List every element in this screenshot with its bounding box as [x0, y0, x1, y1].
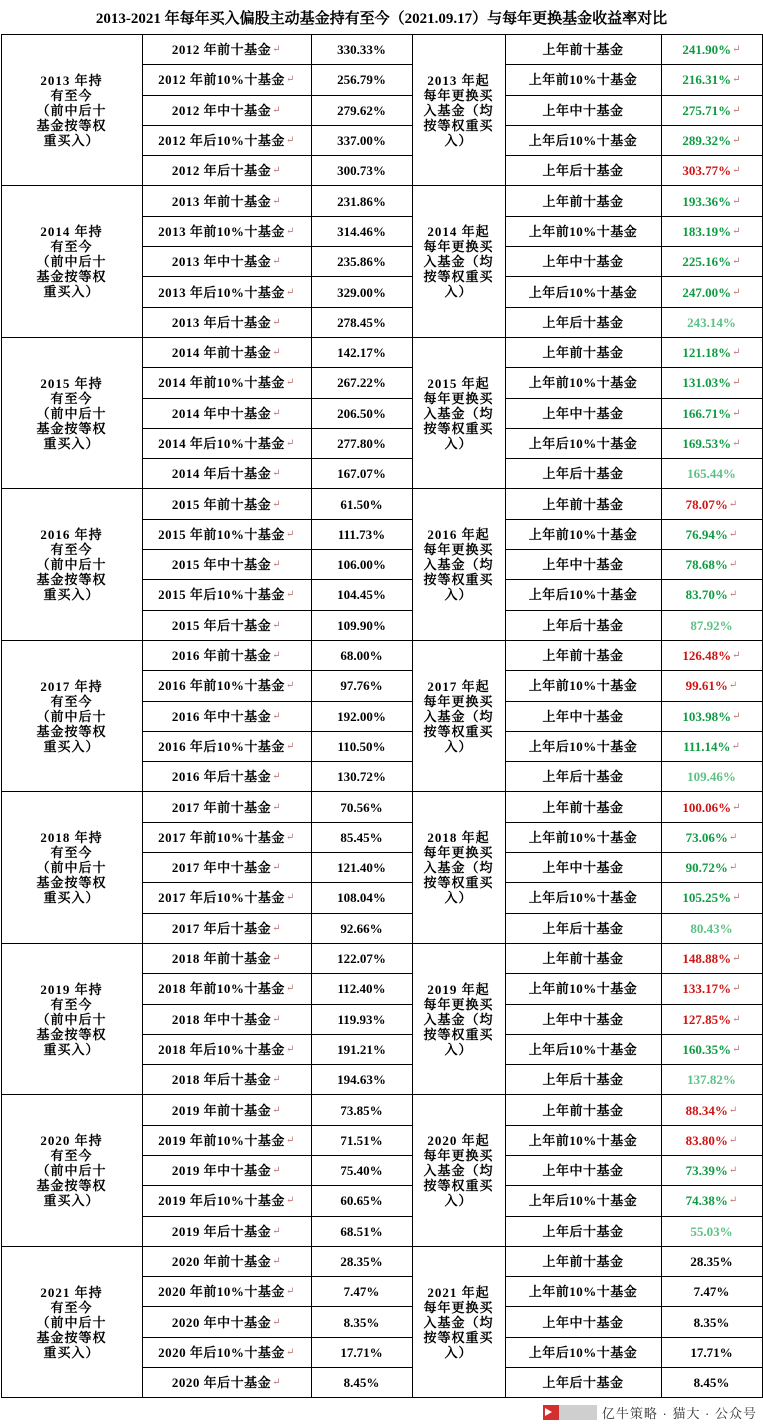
hold-return-cell: 256.79%	[311, 65, 412, 95]
hold-group-cell: 2017 年持 有至今 （前中后十 基金按等权 重买入）	[1, 640, 142, 791]
switch-return-cell: 74.38%↵	[661, 1186, 762, 1216]
hold-return-cell: 104.45%	[311, 580, 412, 610]
switch-return-cell: 78.68%↵	[661, 550, 762, 580]
hold-return-cell: 97.76%	[311, 671, 412, 701]
hold-return-cell: 106.00%	[311, 550, 412, 580]
hold-group-cell: 2019 年持 有至今 （前中后十 基金按等权 重买入）	[1, 943, 142, 1094]
switch-group-cell: 2016 年起 每年更换买 入基金（均 按等权重买 入）	[412, 489, 505, 640]
hold-fund-cell: 2012 年后十基金↵	[142, 156, 311, 186]
switch-return-cell: 87.92%	[661, 610, 762, 640]
switch-return-cell: 166.71%↵	[661, 398, 762, 428]
hold-return-cell: 92.66%	[311, 913, 412, 943]
switch-return-cell: 225.16%↵	[661, 247, 762, 277]
hold-fund-cell: 2016 年后10%十基金↵	[142, 731, 311, 761]
hold-return-cell: 130.72%	[311, 762, 412, 792]
switch-fund-cell: 上年中十基金	[505, 853, 661, 883]
switch-return-cell: 243.14%	[661, 307, 762, 337]
hold-return-cell: 85.45%	[311, 822, 412, 852]
hold-return-cell: 68.51%	[311, 1216, 412, 1246]
hold-return-cell: 109.90%	[311, 610, 412, 640]
hold-group-cell: 2015 年持 有至今 （前中后十 基金按等权 重买入）	[1, 337, 142, 488]
switch-return-cell: 90.72%↵	[661, 853, 762, 883]
hold-return-cell: 110.50%	[311, 731, 412, 761]
switch-return-cell: 193.36%↵	[661, 186, 762, 216]
hold-fund-cell: 2013 年后十基金↵	[142, 307, 311, 337]
switch-return-cell: 289.32%↵	[661, 125, 762, 155]
hold-group-cell: 2020 年持 有至今 （前中后十 基金按等权 重买入）	[1, 1095, 142, 1246]
switch-return-cell: 121.18%↵	[661, 337, 762, 367]
switch-fund-cell: 上年后十基金	[505, 1216, 661, 1246]
hold-fund-cell: 2017 年前10%十基金↵	[142, 822, 311, 852]
switch-fund-cell: 上年后十基金	[505, 307, 661, 337]
hold-fund-cell: 2019 年中十基金↵	[142, 1155, 311, 1185]
hold-fund-cell: 2019 年前10%十基金↵	[142, 1125, 311, 1155]
switch-return-cell: 275.71%↵	[661, 95, 762, 125]
switch-return-cell: 83.70%↵	[661, 580, 762, 610]
switch-return-cell: 111.14%↵	[661, 731, 762, 761]
hold-return-cell: 70.56%	[311, 792, 412, 822]
hold-fund-cell: 2016 年后十基金↵	[142, 762, 311, 792]
hold-return-cell: 61.50%	[311, 489, 412, 519]
table-row	[1, 1246, 762, 1276]
hold-return-cell: 122.07%	[311, 943, 412, 973]
switch-fund-cell: 上年前十基金	[505, 1095, 661, 1125]
switch-fund-cell: 上年前10%十基金	[505, 1277, 661, 1307]
switch-fund-cell: 上年后10%十基金	[505, 1337, 661, 1367]
switch-return-cell: 126.48%↵	[661, 640, 762, 670]
hold-fund-cell: 2019 年后十基金↵	[142, 1216, 311, 1246]
hold-return-cell: 71.51%	[311, 1125, 412, 1155]
page-title: 2013-2021 年每年买入偏股主动基金持有至今（2021.09.17）与每年更换基金收益率对比	[95, 11, 668, 27]
hold-return-cell: 121.40%	[311, 853, 412, 883]
switch-group-cell: 2015 年起 每年更换买 入基金（均 按等权重买 入）	[412, 337, 505, 488]
hold-fund-cell: 2015 年前十基金↵	[142, 489, 311, 519]
hold-return-cell: 194.63%	[311, 1065, 412, 1095]
switch-return-cell: 17.71%	[661, 1337, 762, 1367]
hold-fund-cell: 2018 年后10%十基金↵	[142, 1034, 311, 1064]
switch-return-cell: 78.07%↵	[661, 489, 762, 519]
switch-fund-cell: 上年前10%十基金	[505, 65, 661, 95]
switch-fund-cell: 上年中十基金	[505, 247, 661, 277]
switch-fund-cell: 上年后十基金	[505, 1065, 661, 1095]
switch-return-cell: 80.43%	[661, 913, 762, 943]
hold-return-cell: 142.17%	[311, 337, 412, 367]
table-row	[1, 943, 762, 973]
switch-return-cell: 109.46%	[661, 762, 762, 792]
hold-fund-cell: 2020 年后10%十基金↵	[142, 1337, 311, 1367]
hold-return-cell: 267.22%	[311, 368, 412, 398]
switch-fund-cell: 上年前10%十基金	[505, 671, 661, 701]
switch-group-cell: 2020 年起 每年更换买 入基金（均 按等权重买 入）	[412, 1095, 505, 1246]
switch-fund-cell: 上年中十基金	[505, 1004, 661, 1034]
hold-return-cell: 329.00%	[311, 277, 412, 307]
hold-fund-cell: 2018 年中十基金↵	[142, 1004, 311, 1034]
switch-fund-cell: 上年前十基金	[505, 489, 661, 519]
hold-fund-cell: 2015 年前10%十基金↵	[142, 519, 311, 549]
switch-return-cell: 8.35%	[661, 1307, 762, 1337]
switch-return-cell: 73.39%↵	[661, 1155, 762, 1185]
switch-return-cell: 241.90%↵	[661, 35, 762, 65]
switch-return-cell: 28.35%	[661, 1246, 762, 1276]
hold-return-cell: 112.40%	[311, 974, 412, 1004]
switch-fund-cell: 上年后10%十基金	[505, 1186, 661, 1216]
hold-return-cell: 8.35%	[311, 1307, 412, 1337]
switch-fund-cell: 上年前10%十基金	[505, 519, 661, 549]
switch-fund-cell: 上年前十基金	[505, 186, 661, 216]
hold-return-cell: 7.47%	[311, 1277, 412, 1307]
hold-fund-cell: 2016 年前十基金↵	[142, 640, 311, 670]
switch-return-cell: 247.00%↵	[661, 277, 762, 307]
switch-return-cell: 303.77%↵	[661, 156, 762, 186]
hold-return-cell: 60.65%	[311, 1186, 412, 1216]
hold-fund-cell: 2012 年前10%十基金↵	[142, 65, 311, 95]
hold-group-cell: 2021 年持 有至今 （前中后十 基金按等权 重买入）	[1, 1246, 142, 1397]
switch-return-cell: 127.85%↵	[661, 1004, 762, 1034]
hold-group-cell: 2013 年持 有至今 （前中后十 基金按等权 重买入）	[1, 35, 142, 186]
hold-fund-cell: 2016 年前10%十基金↵	[142, 671, 311, 701]
hold-return-cell: 68.00%	[311, 640, 412, 670]
switch-return-cell: 83.80%↵	[661, 1125, 762, 1155]
switch-return-cell: 131.03%↵	[661, 368, 762, 398]
switch-fund-cell: 上年中十基金	[505, 1307, 661, 1337]
hold-fund-cell: 2015 年中十基金↵	[142, 550, 311, 580]
red-flag-logo	[543, 1405, 597, 1420]
switch-fund-cell: 上年前十基金	[505, 337, 661, 367]
footer-text: 亿牛策略 · 猫大 · 公众号	[601, 1406, 757, 1422]
switch-return-cell: 169.53%↵	[661, 428, 762, 458]
table-row	[1, 489, 762, 519]
hold-fund-cell: 2014 年后十基金↵	[142, 459, 311, 489]
switch-fund-cell: 上年后10%十基金	[505, 883, 661, 913]
hold-return-cell: 300.73%	[311, 156, 412, 186]
hold-fund-cell: 2013 年中十基金↵	[142, 247, 311, 277]
hold-fund-cell: 2018 年后十基金↵	[142, 1065, 311, 1095]
hold-fund-cell: 2018 年前10%十基金↵	[142, 974, 311, 1004]
switch-fund-cell: 上年后10%十基金	[505, 277, 661, 307]
hold-return-cell: 167.07%	[311, 459, 412, 489]
switch-return-cell: 88.34%↵	[661, 1095, 762, 1125]
switch-return-cell: 148.88%↵	[661, 943, 762, 973]
switch-group-cell: 2019 年起 每年更换买 入基金（均 按等权重买 入）	[412, 943, 505, 1094]
hold-return-cell: 314.46%	[311, 216, 412, 246]
switch-fund-cell: 上年后10%十基金	[505, 731, 661, 761]
hold-return-cell: 231.86%	[311, 186, 412, 216]
table-row	[1, 186, 762, 216]
hold-return-cell: 206.50%	[311, 398, 412, 428]
hold-fund-cell: 2020 年前十基金↵	[142, 1246, 311, 1276]
switch-return-cell: 165.44%	[661, 459, 762, 489]
hold-return-cell: 111.73%	[311, 519, 412, 549]
hold-fund-cell: 2020 年前10%十基金↵	[142, 1277, 311, 1307]
switch-fund-cell: 上年后十基金	[505, 913, 661, 943]
switch-fund-cell: 上年中十基金	[505, 701, 661, 731]
switch-fund-cell: 上年后10%十基金	[505, 125, 661, 155]
hold-return-cell: 28.35%	[311, 1246, 412, 1276]
switch-group-cell: 2014 年起 每年更换买 入基金（均 按等权重买 入）	[412, 186, 505, 337]
hold-return-cell: 235.86%	[311, 247, 412, 277]
hold-fund-cell: 2015 年后十基金↵	[142, 610, 311, 640]
switch-fund-cell: 上年后10%十基金	[505, 580, 661, 610]
table-row	[1, 337, 762, 367]
switch-fund-cell: 上年前10%十基金	[505, 216, 661, 246]
hold-fund-cell: 2019 年后10%十基金↵	[142, 1186, 311, 1216]
switch-group-cell: 2018 年起 每年更换买 入基金（均 按等权重买 入）	[412, 792, 505, 943]
switch-return-cell: 160.35%↵	[661, 1034, 762, 1064]
hold-return-cell: 191.21%	[311, 1034, 412, 1064]
hold-return-cell: 279.62%	[311, 95, 412, 125]
switch-return-cell: 73.06%↵	[661, 822, 762, 852]
hold-fund-cell: 2013 年后10%十基金↵	[142, 277, 311, 307]
hold-fund-cell: 2017 年后十基金↵	[142, 913, 311, 943]
hold-return-cell: 119.93%	[311, 1004, 412, 1034]
switch-fund-cell: 上年前10%十基金	[505, 974, 661, 1004]
switch-fund-cell: 上年后十基金	[505, 459, 661, 489]
switch-fund-cell: 上年后十基金	[505, 1368, 661, 1398]
table-row	[1, 1095, 762, 1125]
switch-fund-cell: 上年前十基金	[505, 35, 661, 65]
switch-return-cell: 105.25%↵	[661, 883, 762, 913]
switch-fund-cell: 上年前十基金	[505, 792, 661, 822]
hold-fund-cell: 2020 年后十基金↵	[142, 1368, 311, 1398]
switch-return-cell: 7.47%	[661, 1277, 762, 1307]
hold-fund-cell: 2014 年后10%十基金↵	[142, 428, 311, 458]
hold-return-cell: 8.45%	[311, 1368, 412, 1398]
hold-fund-cell: 2013 年前10%十基金↵	[142, 216, 311, 246]
switch-fund-cell: 上年后10%十基金	[505, 428, 661, 458]
switch-return-cell: 216.31%↵	[661, 65, 762, 95]
hold-fund-cell: 2015 年后10%十基金↵	[142, 580, 311, 610]
switch-return-cell: 133.17%↵	[661, 974, 762, 1004]
hold-fund-cell: 2017 年后10%十基金↵	[142, 883, 311, 913]
hold-fund-cell: 2016 年中十基金↵	[142, 701, 311, 731]
hold-fund-cell: 2017 年前十基金↵	[142, 792, 311, 822]
switch-fund-cell: 上年中十基金	[505, 1155, 661, 1185]
switch-group-cell: 2013 年起 每年更换买 入基金（均 按等权重买 入）	[412, 35, 505, 186]
hold-fund-cell: 2012 年前十基金↵	[142, 35, 311, 65]
switch-return-cell: 100.06%↵	[661, 792, 762, 822]
hold-return-cell: 75.40%	[311, 1155, 412, 1185]
switch-fund-cell: 上年前十基金	[505, 943, 661, 973]
switch-fund-cell: 上年前十基金	[505, 640, 661, 670]
switch-return-cell: 183.19%↵	[661, 216, 762, 246]
hold-return-cell: 277.80%	[311, 428, 412, 458]
switch-fund-cell: 上年后十基金	[505, 610, 661, 640]
hold-fund-cell: 2013 年前十基金↵	[142, 186, 311, 216]
switch-fund-cell: 上年前10%十基金	[505, 1125, 661, 1155]
hold-fund-cell: 2012 年后10%十基金↵	[142, 125, 311, 155]
switch-return-cell: 76.94%↵	[661, 519, 762, 549]
footer	[0, 1398, 763, 1424]
table-row	[1, 792, 762, 822]
table-row	[1, 35, 762, 65]
hold-fund-cell: 2014 年中十基金↵	[142, 398, 311, 428]
hold-return-cell: 278.45%	[311, 307, 412, 337]
table-row	[1, 640, 762, 670]
hold-fund-cell: 2014 年前十基金↵	[142, 337, 311, 367]
hold-fund-cell: 2019 年前十基金↵	[142, 1095, 311, 1125]
switch-group-cell: 2017 年起 每年更换买 入基金（均 按等权重买 入）	[412, 640, 505, 791]
switch-fund-cell: 上年前10%十基金	[505, 822, 661, 852]
hold-return-cell: 17.71%	[311, 1337, 412, 1367]
switch-return-cell: 8.45%	[661, 1368, 762, 1398]
hold-return-cell: 108.04%	[311, 883, 412, 913]
comparison-table	[1, 34, 763, 1398]
hold-group-cell: 2016 年持 有至今 （前中后十 基金按等权 重买入）	[1, 489, 142, 640]
switch-fund-cell: 上年后十基金	[505, 156, 661, 186]
hold-fund-cell: 2017 年中十基金↵	[142, 853, 311, 883]
switch-fund-cell: 上年中十基金	[505, 550, 661, 580]
hold-return-cell: 330.33%	[311, 35, 412, 65]
switch-return-cell: 99.61%↵	[661, 671, 762, 701]
hold-fund-cell: 2018 年前十基金↵	[142, 943, 311, 973]
switch-fund-cell: 上年后10%十基金	[505, 1034, 661, 1064]
switch-fund-cell: 上年中十基金	[505, 398, 661, 428]
switch-return-cell: 137.82%	[661, 1065, 762, 1095]
switch-fund-cell: 上年中十基金	[505, 95, 661, 125]
switch-group-cell: 2021 年起 每年更换买 入基金（均 按等权重买 入）	[412, 1246, 505, 1397]
hold-return-cell: 192.00%	[311, 701, 412, 731]
hold-return-cell: 73.85%	[311, 1095, 412, 1125]
hold-fund-cell: 2020 年中十基金↵	[142, 1307, 311, 1337]
switch-fund-cell: 上年前10%十基金	[505, 368, 661, 398]
hold-group-cell: 2014 年持 有至今 （前中后十 基金按等权 重买入）	[1, 186, 142, 337]
switch-fund-cell: 上年前十基金	[505, 1246, 661, 1276]
hold-fund-cell: 2012 年中十基金↵	[142, 95, 311, 125]
switch-return-cell: 55.03%	[661, 1216, 762, 1246]
hold-fund-cell: 2014 年前10%十基金↵	[142, 368, 311, 398]
switch-fund-cell: 上年后十基金	[505, 762, 661, 792]
switch-return-cell: 103.98%↵	[661, 701, 762, 731]
hold-return-cell: 337.00%	[311, 125, 412, 155]
hold-group-cell: 2018 年持 有至今 （前中后十 基金按等权 重买入）	[1, 792, 142, 943]
